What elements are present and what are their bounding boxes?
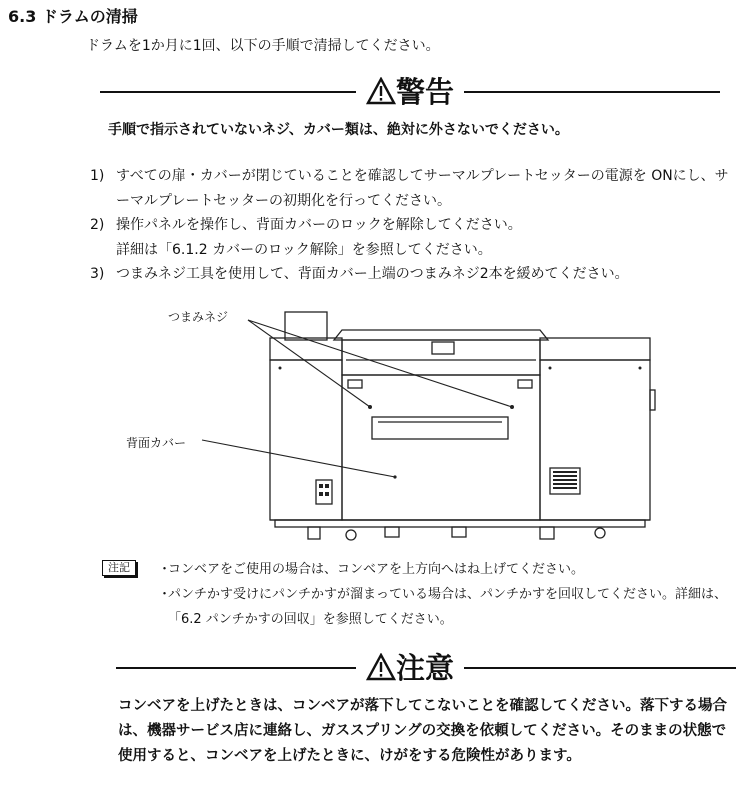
step-text: すべての扉・カバーが閉じていることを確認してサーマルプレートセッターの電源を ONにし、サーマルプレートセッターの初期化を行ってください。 [116, 168, 729, 209]
step-3 [90, 262, 730, 287]
note-text: コンベアをご使用の場合は、コンベアを上方向へはね上げてください。 [168, 562, 585, 577]
step-1 [90, 164, 730, 213]
callout-thumb-screws: つまみネジ [168, 310, 229, 324]
section-title: 6.3 ドラムの清掃 [8, 7, 138, 26]
intro-text: ドラムを1か月に1回、以下の手順で清掃してください。 [86, 38, 440, 54]
warning-label: 警告 [395, 75, 454, 109]
note-item: ・ パンチかす受けにパンチかすが溜まっている場合は、パンチかすを回収してください。詳細は、「6.2 パンチかすの回収」を参照してください。 [158, 582, 738, 632]
step-text: 操作パネルを操作し、背面カバーのロックを解除してください。 [116, 217, 522, 233]
note-item: ・ コンベアをご使用の場合は、コンベアを上方向へはね上げてください。 [158, 557, 738, 582]
caution-label: 注意 [395, 651, 454, 685]
step-number: 3) [90, 266, 105, 282]
machine-figure [120, 300, 660, 550]
caution-text: コンベアを上げたときは、コンベアが落下してこないことを確認してください。落下する場合は、機器サービス店に連絡し、ガススプリングの交換を依頼してください。そのままの状態で使用すると、コンベアを上げたときに、けがをする危険性があります。 [118, 698, 727, 764]
warning-banner [100, 72, 720, 112]
warning-text: 手順で指示されていないネジ、カバー類は、絶対に外さないでください。 [108, 122, 569, 138]
callout-rear-cover: 背面カバー [126, 436, 187, 450]
note-badge: 注記 [102, 560, 136, 576]
step-number: 1) [90, 168, 105, 184]
caution-banner [100, 648, 720, 688]
step-2 [90, 213, 730, 262]
caution-triangle-icon [366, 653, 396, 681]
machine-illustration [120, 300, 660, 550]
step-subtext: 詳細は「6.1.2 カバーのロック解除」を参照してください。 [116, 241, 492, 258]
step-number: 2) [90, 217, 105, 233]
note-text: パンチかす受けにパンチかすが溜まっている場合は、パンチかすを回収してください。詳細は、「6.2 パンチかすの回収」を参照してください。 [168, 587, 728, 627]
step-list [90, 164, 730, 287]
warning-triangle-icon [366, 77, 396, 105]
step-text: つまみネジ工具を使用して、背面カバー上端のつまみネジ2本を緩めてください。 [116, 266, 629, 282]
